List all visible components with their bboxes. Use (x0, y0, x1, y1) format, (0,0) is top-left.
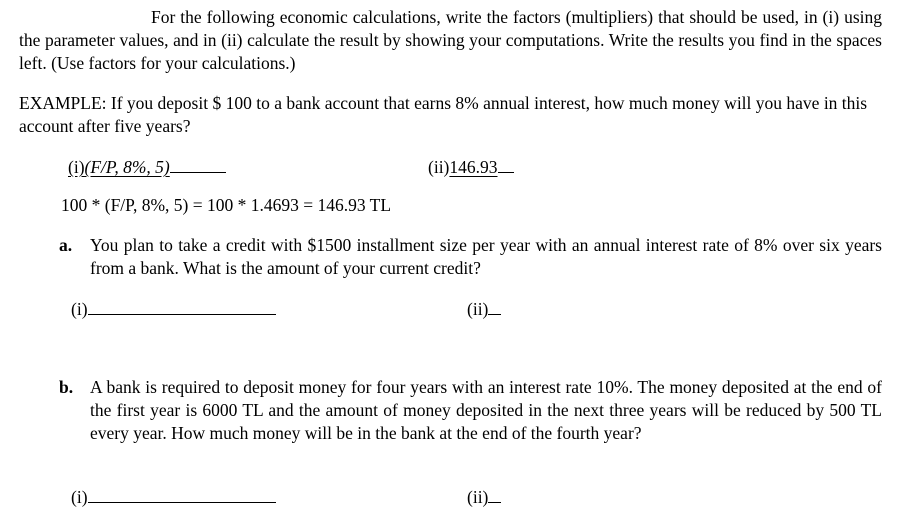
example-answer-ii-label: (ii) (428, 157, 450, 177)
example-answer-ii (428, 155, 514, 179)
example-answer-i-value: (F/P, 8%, 5) (84, 157, 170, 177)
question-a-answer-ii-label: (ii) (467, 299, 489, 319)
question-a (59, 234, 882, 280)
question-b-answer-i[interactable] (71, 485, 276, 509)
example-answer-i-line (170, 155, 226, 173)
example-answer-ii-line (498, 155, 514, 173)
question-b-letter: b. (59, 377, 74, 397)
question-a-answer-ii[interactable] (467, 297, 501, 321)
example-answer-i-label: (i) (68, 157, 85, 177)
example-answer-ii-value: 146.93 (449, 157, 498, 177)
question-a-letter: a. (59, 235, 73, 255)
example-equation: 100 * (F/P, 8%, 5) = 100 * 1.4693 = 146.93 TL (61, 195, 392, 215)
question-b-text: A bank is required to deposit money for four years with an interest rate 10%. The money deposited at the end of the first year is 6000 TL and the amount of money deposited in the next three years will be reduced by 500 TL every year. How much money will be in the bank at the end of the fourth year? (90, 377, 882, 443)
question-b-answer-i-label: (i) (71, 487, 88, 507)
question-b (59, 376, 882, 445)
question-a-answer-i-label: (i) (71, 299, 88, 319)
question-b-answer-i-blank[interactable] (88, 485, 276, 503)
question-a-text: You plan to take a credit with $1500 installment size per year with an annual interest rate of 8% over six years from a bank. What is the amount of your current credit? (90, 235, 882, 278)
instructions-paragraph: For the following economic calculations, write the factors (multipliers) that should be used, in (i) using the parameter values, and in (ii) calculate the result by showing your computations. Write the results you find in the spaces left. (Use factors for your calculations.) (19, 7, 882, 73)
question-b-answer-ii-label: (ii) (467, 487, 489, 507)
example-answer-i (68, 155, 226, 179)
question-a-answer-i-blank[interactable] (88, 297, 276, 315)
question-b-answer-ii-blank[interactable] (488, 485, 501, 503)
question-b-answer-ii[interactable] (467, 485, 501, 509)
question-a-answer-ii-blank[interactable] (488, 297, 501, 315)
question-a-answer-i[interactable] (71, 297, 276, 321)
example-paragraph: EXAMPLE: If you deposit $ 100 to a bank account that earns 8% annual interest, how much money will you have in this account after five years? (19, 93, 868, 136)
